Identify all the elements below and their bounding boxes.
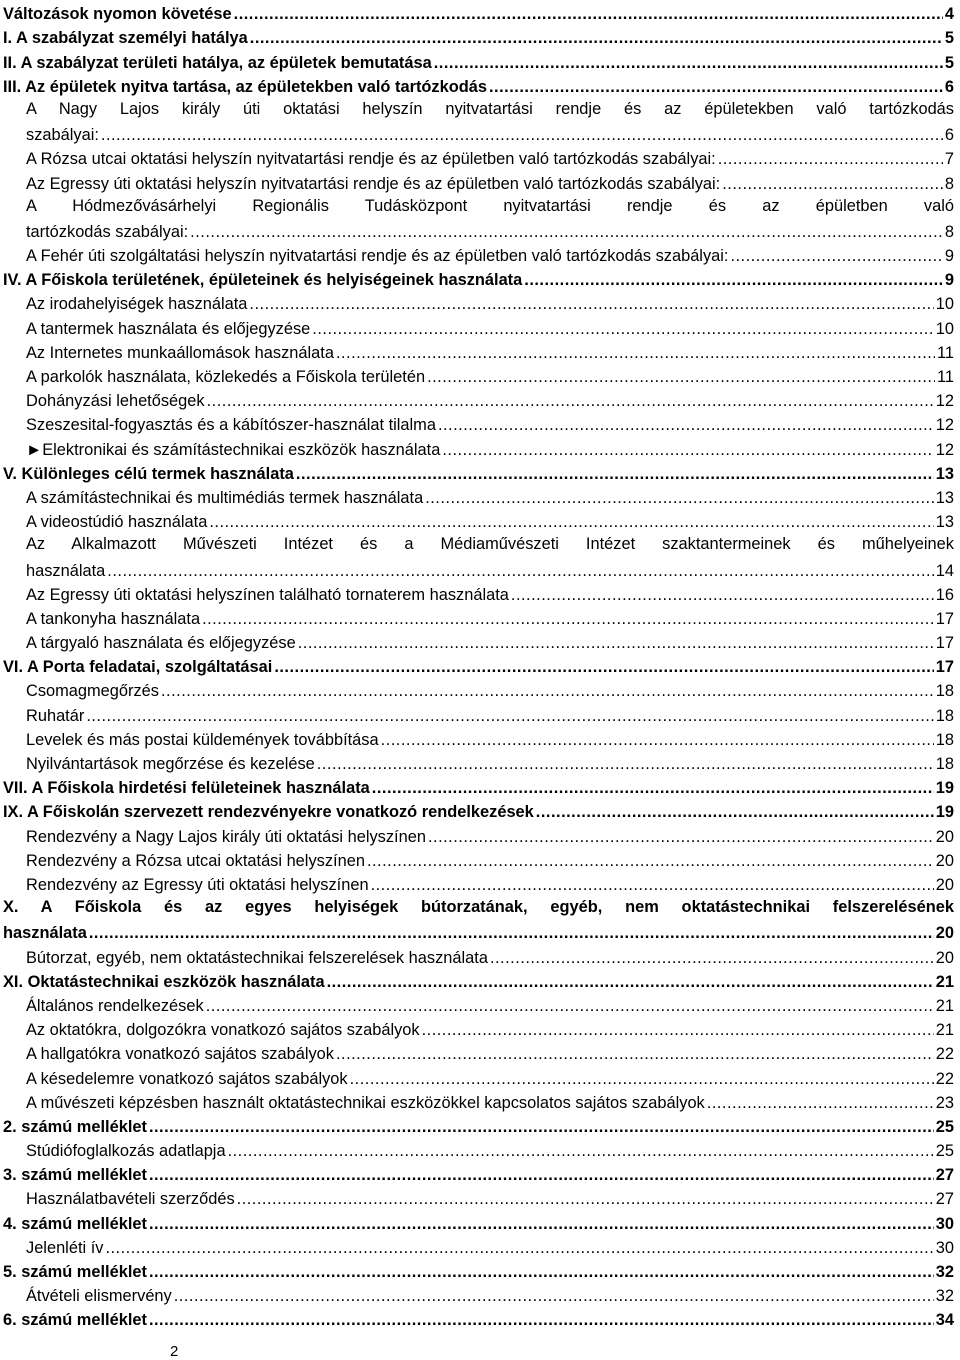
toc-entry[interactable] — [3, 411, 954, 435]
toc-entry[interactable] — [3, 1161, 954, 1185]
toc-entry-page-number: 21 — [935, 1021, 954, 1040]
toc-entry-title: használata — [3, 924, 87, 943]
toc-entry-title: A tárgyaló használata és előjegyzése — [26, 634, 296, 653]
toc-entry-page-number: 16 — [935, 585, 954, 604]
toc-entry-title: 4. számú melléklet — [3, 1214, 147, 1233]
toc-entry-page-number: 34 — [935, 1311, 954, 1330]
toc-entry-title: Az Egressy úti oktatási helyszín nyitvatartási rendje és az épületben való tartózkodás szabályai: — [26, 174, 721, 193]
toc-dot-leader — [442, 440, 933, 460]
toc-entry[interactable] — [3, 653, 954, 677]
toc-dot-leader — [149, 1214, 934, 1234]
toc-entry-title: XI. Oktatástechnikai eszközök használata — [3, 972, 325, 991]
toc-entry-page-number: 32 — [935, 1263, 954, 1281]
toc-entry-title-line2 — [26, 218, 954, 242]
toc-dot-leader — [730, 246, 942, 266]
toc-entry-title: VI. A Porta feladatai, szolgáltatásai — [3, 658, 273, 677]
toc-entry[interactable] — [3, 581, 954, 605]
toc-entry[interactable] — [3, 798, 954, 822]
toc-entry-page-number: 20 — [935, 827, 954, 846]
toc-dot-leader — [149, 1262, 934, 1282]
toc-entry-page-number: 17 — [935, 658, 954, 677]
toc-dot-leader — [350, 1069, 934, 1089]
toc-entry-title: Általános rendelkezések — [26, 996, 204, 1015]
toc-dot-leader — [524, 270, 943, 290]
toc-dot-leader — [101, 125, 943, 145]
toc-entry-page-number: 8 — [944, 174, 954, 193]
toc-entry[interactable] — [3, 774, 954, 798]
toc-entry-title: II. A szabályzat területi hatálya, az épületek bemutatása — [3, 53, 432, 72]
toc-entry[interactable] — [3, 1282, 954, 1306]
toc-entry-page-number: 13 — [935, 513, 954, 532]
toc-entry[interactable] — [3, 1016, 954, 1040]
toc-dot-leader — [422, 1020, 934, 1040]
toc-entry-title: tartózkodás szabályai: — [26, 222, 189, 241]
toc-entry-title: A videostúdió használata — [26, 513, 208, 532]
toc-dot-leader — [250, 28, 943, 48]
toc-entry[interactable] — [3, 460, 954, 484]
toc-entry-page-number: 8 — [944, 222, 954, 241]
toc-entry-page-number: 13 — [935, 488, 954, 507]
toc-entry-title: Rendezvény a Rózsa utcai oktatási helyszínen — [26, 851, 365, 870]
toc-entry[interactable] — [3, 1306, 954, 1330]
toc-dot-leader — [298, 633, 934, 653]
toc-entry-page-number: 19 — [935, 779, 954, 798]
page-number: 2 — [170, 1343, 179, 1360]
toc-entry-title: Az irodahelyiségek használata — [26, 295, 248, 314]
toc-entry-title: 2. számú melléklet — [3, 1117, 147, 1136]
toc-entry-title-line2 — [26, 556, 954, 580]
toc-entry-page-number: 6 — [944, 126, 954, 145]
toc-entry[interactable] — [3, 484, 954, 508]
toc-dot-leader — [237, 1189, 934, 1209]
toc-entry[interactable] — [3, 629, 954, 653]
toc-entry-page-number: 20 — [935, 851, 954, 870]
toc-entry[interactable] — [3, 968, 954, 992]
toc-dot-leader — [536, 802, 934, 822]
toc-entry-title: III. Az épületek nyitva tartása, az épületekben való tartózkodás — [3, 77, 487, 96]
toc-dot-leader — [425, 488, 934, 508]
toc-entry-title: IX. A Főiskolán szervezett rendezvényekre vonatkozó rendelkezések — [3, 803, 534, 822]
toc-dot-leader — [249, 294, 933, 314]
toc-entry[interactable] — [3, 1209, 954, 1233]
toc-entry-title: A parkolók használata, közlekedés a Főiskola területén — [26, 368, 426, 387]
toc-entry[interactable] — [3, 1234, 954, 1258]
toc-dot-leader — [209, 512, 933, 532]
toc-dot-leader — [490, 948, 934, 968]
toc-dot-leader — [336, 1044, 934, 1064]
toc-dot-leader — [174, 1286, 934, 1306]
toc-dot-leader — [327, 972, 934, 992]
toc-entry-page-number: 18 — [935, 755, 954, 774]
toc-entry-title-line1: A Nagy Lajos király úti oktatási helyszín nyitvatartási rendje és az épületekben való tartózkodás — [26, 99, 954, 118]
toc-entry-title: Jelenléti ív — [26, 1238, 104, 1257]
toc-entry-page-number: 5 — [944, 29, 954, 48]
toc-entry-title: IV. A Főiskola területének, épületeinek és helyiségeinek használata — [3, 271, 523, 290]
toc-entry[interactable] — [3, 1064, 954, 1088]
toc-entry-title: Az Internetes munkaállomások használata — [26, 343, 334, 362]
toc-entry-title: Rendezvény az Egressy úti oktatási helyszínen — [26, 875, 369, 894]
toc-entry[interactable] — [3, 605, 954, 629]
toc-entry[interactable] — [3, 992, 954, 1016]
toc-entry-title: A tantermek használata és előjegyzése — [26, 319, 311, 338]
toc-entry-title: 5. számú melléklet — [3, 1263, 147, 1281]
toc-entry-title: Csomagmegőrzés — [26, 682, 159, 701]
toc-entry-page-number: 4 — [944, 5, 954, 24]
toc-dot-leader — [336, 343, 935, 363]
toc-entry[interactable] — [3, 363, 954, 387]
toc-dot-leader — [722, 174, 943, 194]
toc-entry[interactable] — [3, 701, 954, 725]
toc-entry-page-number: 9 — [944, 247, 954, 266]
toc-entry-title: A tankonyha használata — [26, 609, 201, 628]
toc-entry-page-number: 21 — [935, 996, 954, 1015]
table-of-contents — [3, 0, 954, 1330]
toc-entry-page-number: 13 — [935, 464, 954, 483]
toc-dot-leader — [105, 1238, 933, 1258]
toc-dot-leader — [427, 367, 935, 387]
toc-entry-page-number: 12 — [935, 440, 954, 459]
toc-entry-title-line2 — [3, 919, 954, 943]
toc-entry-page-number: 27 — [935, 1166, 954, 1185]
toc-entry-page-number: 18 — [935, 706, 954, 725]
toc-dot-leader — [228, 1141, 934, 1161]
toc-dot-leader — [511, 585, 934, 605]
toc-entry[interactable] — [3, 194, 954, 242]
toc-entry-title: Rendezvény a Nagy Lajos király úti oktatási helyszínen — [26, 827, 426, 846]
toc-dot-leader — [86, 706, 933, 726]
toc-entry-page-number: 7 — [944, 150, 954, 169]
toc-entry[interactable] — [3, 1040, 954, 1064]
toc-entry[interactable] — [3, 435, 954, 459]
toc-dot-leader — [317, 754, 934, 774]
toc-entry-title: I. A szabályzat személyi hatálya — [3, 29, 248, 48]
toc-entry-page-number: 18 — [935, 682, 954, 701]
toc-dot-leader — [428, 827, 934, 847]
toc-entry-title: Változások nyomon követése — [3, 5, 232, 24]
toc-dot-leader — [149, 1165, 934, 1185]
toc-entry-title-line1: X. A Főiskola és az egyes helyiségek bútorzatának, egyéb, nem oktatástechnikai felszerelésének — [3, 897, 954, 916]
toc-entry[interactable] — [3, 822, 954, 846]
toc-entry-page-number: 6 — [944, 77, 954, 96]
toc-entry-title: 3. számú melléklet — [3, 1166, 147, 1185]
toc-entry[interactable] — [3, 943, 954, 967]
toc-entry-title: szabályai: — [26, 126, 99, 145]
toc-entry[interactable] — [3, 1089, 954, 1113]
toc-entry[interactable] — [3, 145, 954, 169]
toc-entry[interactable] — [3, 1185, 954, 1209]
toc-entry[interactable] — [3, 314, 954, 338]
toc-entry-title: Használatbavételi szerződés — [26, 1190, 235, 1209]
toc-entry-title: A késedelemre vonatkozó sajátos szabályok — [26, 1069, 348, 1088]
toc-entry-page-number: 18 — [935, 730, 954, 749]
toc-dot-leader — [89, 923, 934, 943]
toc-entry[interactable] — [3, 1137, 954, 1161]
toc-entry-page-number: 25 — [935, 1117, 954, 1136]
toc-entry[interactable] — [3, 242, 954, 266]
toc-entry-page-number: 20 — [935, 875, 954, 894]
toc-entry-page-number: 20 — [935, 948, 954, 967]
toc-entry[interactable] — [3, 73, 954, 97]
toc-entry-page-number: 12 — [935, 416, 954, 435]
toc-entry-title: használata — [26, 561, 106, 580]
toc-entry[interactable] — [3, 871, 954, 895]
toc-entry-page-number: 11 — [936, 343, 954, 362]
toc-entry-title: Szeszesital-fogyasztás és a kábítószer-használat tilalma — [26, 416, 436, 435]
toc-entry-title-line2 — [26, 121, 954, 145]
toc-entry[interactable] — [3, 387, 954, 411]
toc-entry[interactable] — [3, 24, 954, 48]
toc-entry-title: Az Egressy úti oktatási helyszínen található tornaterem használata — [26, 585, 509, 604]
toc-entry-page-number: 12 — [935, 392, 954, 411]
toc-entry[interactable] — [3, 508, 954, 532]
toc-entry-page-number: 10 — [935, 319, 954, 338]
toc-entry-page-number: 32 — [935, 1287, 954, 1306]
toc-entry[interactable] — [3, 726, 954, 750]
toc-entry-page-number: 14 — [935, 561, 954, 580]
toc-entry[interactable] — [3, 532, 954, 580]
toc-entry-title: Nyilvántartások megőrzése és kezelése — [26, 755, 315, 774]
toc-dot-leader — [234, 4, 943, 24]
toc-entry[interactable] — [3, 339, 954, 363]
toc-entry-title: Levelek és más postai küldemények továbbítása — [26, 730, 379, 749]
toc-entry-title: A Rózsa utcai oktatási helyszín nyitvatartási rendje és az épületben való tartózkodás szabályai: — [26, 150, 716, 169]
toc-dot-leader — [312, 319, 933, 339]
toc-entry-page-number: 17 — [935, 634, 954, 653]
toc-dot-leader — [434, 53, 943, 73]
toc-entry-title: ►Elektronikai és számítástechnikai eszközök használata — [26, 440, 441, 459]
toc-entry-title: A Fehér úti szolgáltatási helyszín nyitvatartási rendje és az épületben való tartózkodás szabályai: — [26, 247, 729, 266]
toc-entry-title: A hallgatókra vonatkozó sajátos szabályok — [26, 1045, 334, 1064]
toc-entry-page-number: 25 — [935, 1142, 954, 1161]
toc-entry-page-number: 22 — [935, 1069, 954, 1088]
toc-entry-page-number: 23 — [935, 1093, 954, 1112]
toc-entry-title: V. Különleges célú termek használata — [3, 464, 294, 483]
toc-entry-page-number: 11 — [936, 368, 954, 387]
toc-dot-leader — [367, 851, 934, 871]
toc-entry[interactable] — [3, 169, 954, 193]
toc-entry-title: Átvételi elismervény — [26, 1287, 172, 1306]
toc-entry-page-number: 17 — [935, 609, 954, 628]
toc-entry-title: Bútorzat, egyéb, nem oktatástechnikai felszerelések használata — [26, 948, 488, 967]
toc-dot-leader — [206, 996, 934, 1016]
toc-entry-title: Stúdiófoglalkozás adatlapja — [26, 1142, 226, 1161]
toc-dot-leader — [202, 609, 934, 629]
toc-entry-title-line1: A Hódmezővásárhelyi Regionális Tudásközpont nyitvatartási rendje és az épületben való — [26, 196, 954, 215]
toc-entry[interactable] — [3, 847, 954, 871]
toc-entry[interactable] — [3, 1258, 954, 1282]
toc-entry-title: Ruhatár — [26, 706, 85, 725]
toc-entry[interactable] — [3, 266, 954, 290]
toc-entry-title-line1: Az Alkalmazott Művészeti Intézet és a Médiaművészeti Intézet szaktantermeinek és műhelyeinek — [26, 535, 954, 554]
toc-dot-leader — [707, 1093, 934, 1113]
toc-entry-title: A művészeti képzésben használt oktatástechnikai eszközökkel kapcsolatos sajátos szabályok — [26, 1093, 705, 1112]
toc-dot-leader — [149, 1117, 934, 1137]
toc-dot-leader — [207, 391, 934, 411]
toc-dot-leader — [381, 730, 934, 750]
toc-entry[interactable] — [3, 48, 954, 72]
toc-dot-leader — [161, 681, 934, 701]
toc-entry-page-number: 21 — [935, 972, 954, 991]
toc-entry-page-number: 30 — [935, 1214, 954, 1233]
toc-dot-leader — [190, 222, 943, 242]
toc-entry[interactable] — [3, 0, 954, 24]
toc-dot-leader — [372, 778, 934, 798]
toc-dot-leader — [149, 1310, 934, 1330]
toc-dot-leader — [274, 657, 933, 677]
toc-dot-leader — [296, 464, 934, 484]
toc-entry-title: VII. A Főiskola hirdetési felületeinek használata — [3, 779, 370, 798]
toc-entry[interactable] — [3, 1113, 954, 1137]
toc-dot-leader — [107, 561, 933, 581]
toc-entry-page-number: 9 — [944, 271, 954, 290]
toc-dot-leader — [438, 415, 934, 435]
toc-entry-page-number: 30 — [935, 1238, 954, 1257]
toc-entry-page-number: 10 — [935, 295, 954, 314]
toc-entry[interactable] — [3, 895, 954, 943]
toc-entry-title: Dohányzási lehetőségek — [26, 392, 205, 411]
toc-dot-leader — [371, 875, 934, 895]
toc-entry[interactable] — [3, 97, 954, 145]
toc-entry-title: Az oktatókra, dolgozókra vonatkozó sajátos szabályok — [26, 1021, 420, 1040]
toc-entry-page-number: 19 — [935, 803, 954, 822]
toc-entry[interactable] — [3, 677, 954, 701]
toc-entry-title: 6. számú melléklet — [3, 1311, 147, 1330]
toc-entry[interactable] — [3, 750, 954, 774]
toc-entry-page-number: 5 — [944, 53, 954, 72]
toc-entry-page-number: 20 — [935, 924, 954, 943]
toc-entry-page-number: 22 — [935, 1045, 954, 1064]
toc-dot-leader — [489, 77, 943, 97]
toc-entry-page-number: 27 — [935, 1190, 954, 1209]
toc-dot-leader — [718, 149, 943, 169]
toc-entry-title: A számítástechnikai és multimédiás termek használata — [26, 488, 424, 507]
toc-entry[interactable] — [3, 290, 954, 314]
